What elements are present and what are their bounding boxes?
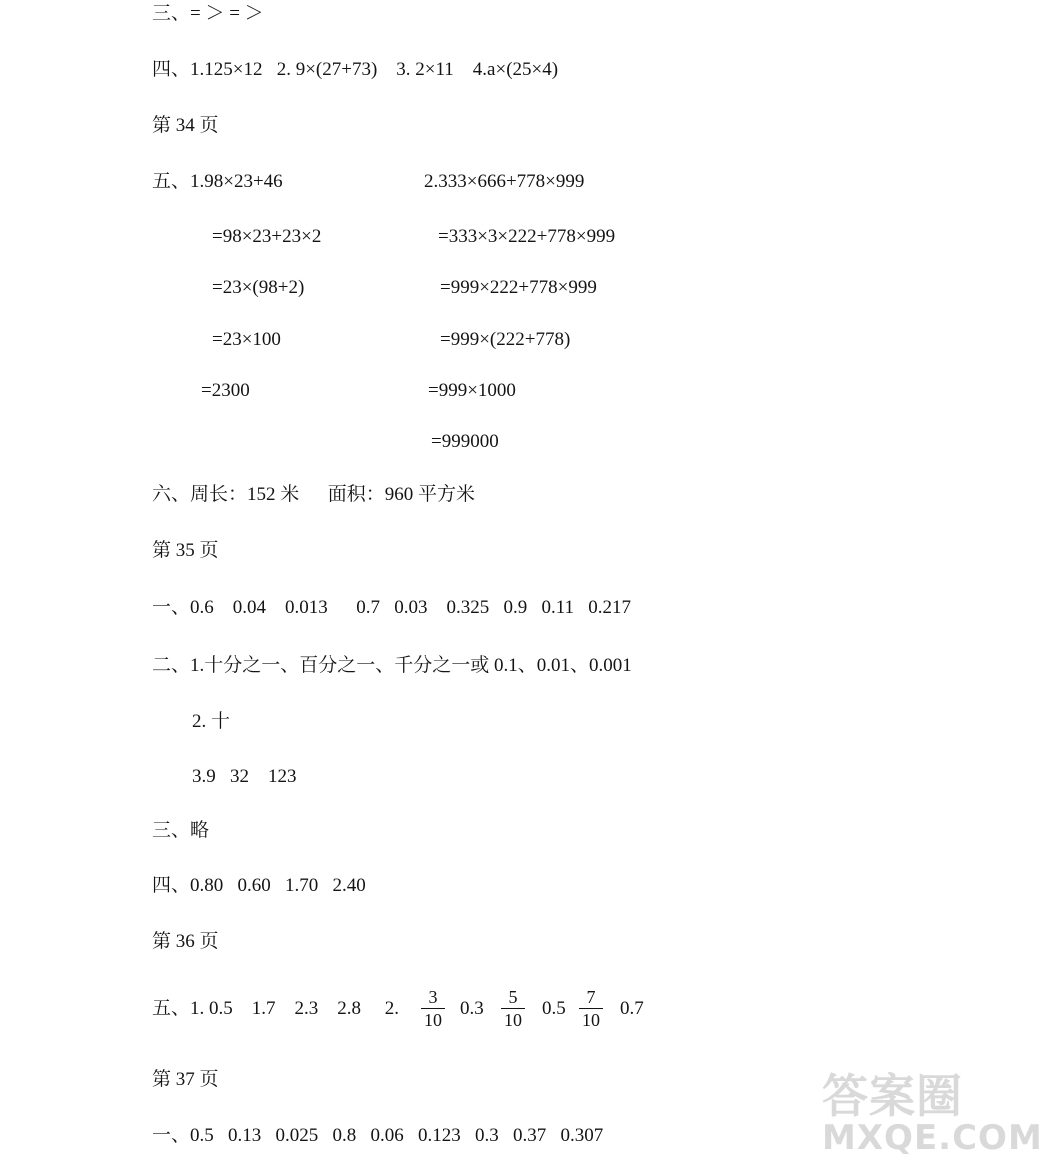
fraction-2-denominator: 10 (504, 1010, 522, 1030)
calc-right-line-4: =999×(222+778) (440, 329, 571, 350)
watermark-url-text: MXQE.COM (822, 1118, 1043, 1158)
calc-left-line-5: =2300 (201, 380, 250, 401)
answer-value-2: 0.5 (542, 998, 566, 1019)
calc-right-line-6: =999000 (431, 431, 499, 452)
answer-b-section-3: 三、略 (152, 820, 210, 841)
answer-section-3: 三、= ＞ = ＞ (152, 3, 264, 24)
fraction-1-bar (421, 1008, 445, 1009)
calc-right-line-3: =999×222+778×999 (440, 277, 597, 298)
calc-right-line-1: 2.333×666+778×999 (424, 171, 585, 192)
answer-b-section-2-item-3: 3.9 32 123 (192, 766, 297, 787)
watermark-logo-text: 答案圈 (822, 1069, 963, 1123)
answer-b-section-2-item-2: 2. 十 (192, 711, 231, 732)
page-heading-34: 第 34 页 (152, 115, 219, 136)
answer-value-3: 0.7 (620, 998, 644, 1019)
answer-b-section-1: 一、0.6 0.04 0.013 0.7 0.03 0.325 0.9 0.11 0.217 (152, 597, 632, 618)
fraction-2 (501, 987, 525, 1030)
fraction-3-numerator: 7 (586, 987, 596, 1007)
answer-section-6: 六、周长：152 米 面积：960 平方米 (152, 484, 476, 505)
calc-right-line-2: =333×3×222+778×999 (438, 226, 616, 247)
answer-b-section-4: 四、0.80 0.60 1.70 2.40 (152, 875, 366, 896)
answer-c-section-1: 一、0.5 0.13 0.025 0.8 0.06 0.123 0.3 0.37 0.307 (152, 1125, 604, 1146)
page-heading-35: 第 35 页 (152, 540, 219, 561)
answer-section-4: 四、1.125×12 2. 9×(27+73) 3. 2×11 4.a×(25×4) (152, 59, 559, 80)
calc-left-line-4: =23×100 (212, 329, 281, 350)
calc-left-line-1: 五、1.98×23+46 (152, 171, 283, 192)
calc-right-line-5: =999×1000 (428, 380, 516, 401)
page-heading-37: 第 37 页 (152, 1069, 219, 1090)
fraction-3 (579, 987, 603, 1030)
fraction-3-bar (579, 1008, 603, 1009)
fraction-1-numerator: 3 (428, 987, 438, 1007)
answer-b-section-5: 五、1. 0.5 1.7 2.3 2.8 2. (152, 998, 400, 1019)
answer-b-section-2-item-1: 二、1.十分之一、百分之一、千分之一或 0.1、0.01、0.001 (152, 655, 632, 676)
calc-left-line-3: =23×(98+2) (212, 277, 305, 298)
fraction-2-numerator: 5 (508, 987, 518, 1007)
fraction-1 (421, 987, 445, 1030)
fraction-2-bar (501, 1008, 525, 1009)
fraction-3-denominator: 10 (582, 1010, 600, 1030)
calc-left-line-2: =98×23+23×2 (212, 226, 322, 247)
answer-value-1: 0.3 (460, 998, 484, 1019)
fraction-1-denominator: 10 (424, 1010, 442, 1030)
page-heading-36: 第 36 页 (152, 931, 219, 952)
